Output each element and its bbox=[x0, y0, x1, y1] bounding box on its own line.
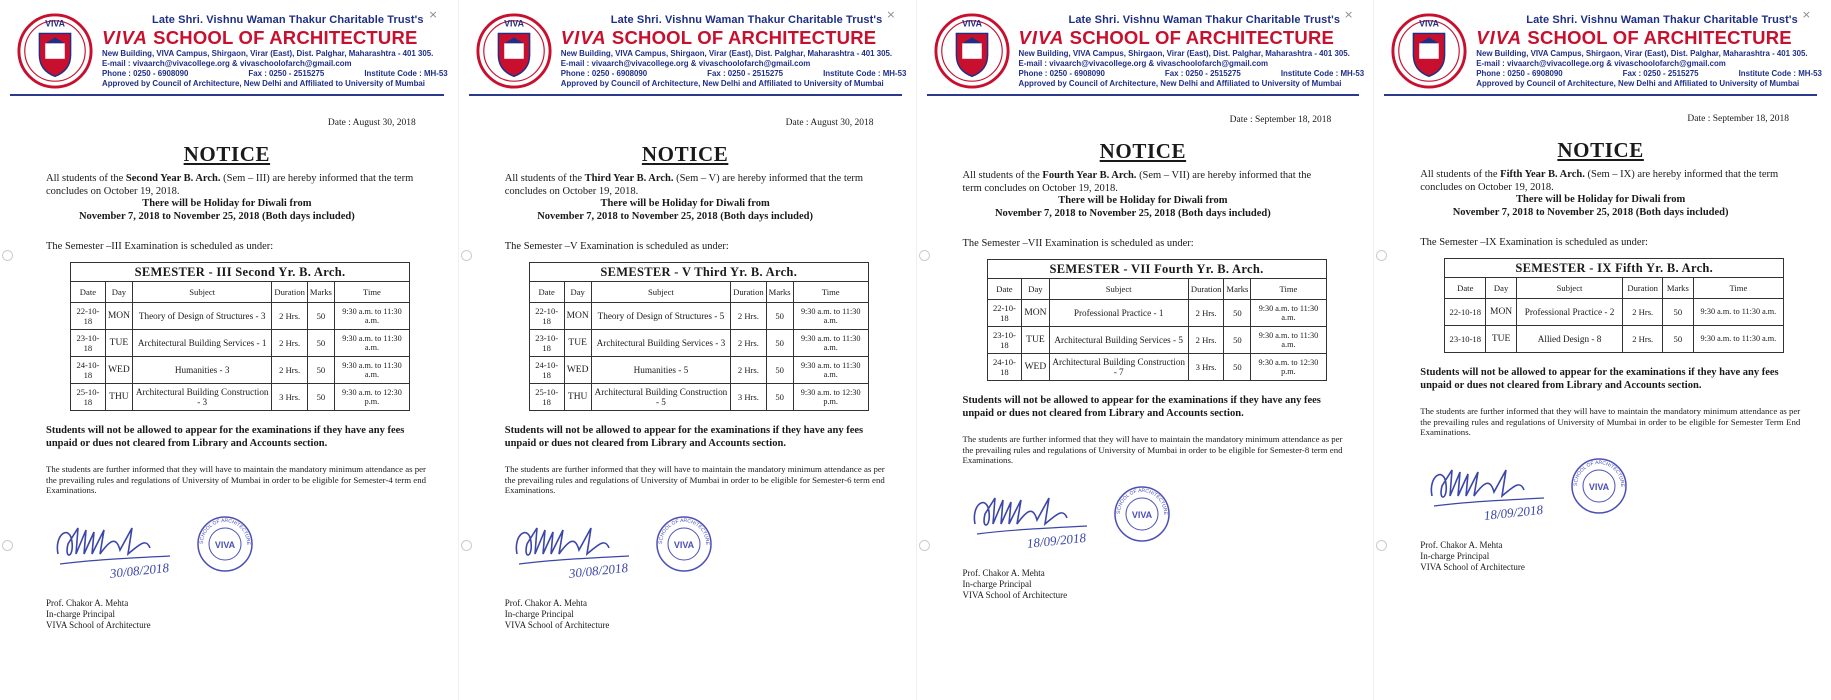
notice-body bbox=[10, 118, 444, 631]
signer-name: Prof. Chakor A. Mehta bbox=[962, 567, 1045, 578]
signature-date: 30/08/2018 bbox=[109, 559, 170, 581]
cell-marks: 50 bbox=[307, 330, 334, 357]
notice-title: NOTICE bbox=[183, 142, 271, 166]
cell-duration: 2 Hrs. bbox=[272, 330, 308, 357]
sem-label: (Sem – IX) bbox=[1587, 169, 1635, 180]
cell-time: 9:30 a.m. to 11:30 a.m. bbox=[1693, 299, 1784, 326]
holiday-line-1: There will be Holiday for Diwali from bbox=[600, 198, 770, 209]
cell-time: 9:30 a.m. to 11:30 a.m. bbox=[1251, 300, 1326, 327]
approval: Approved by Council of Architecture, New Delhi and Affiliated to University of Mumbai bbox=[1018, 79, 1342, 88]
table-header bbox=[987, 279, 1326, 300]
column-header: Day bbox=[105, 282, 132, 303]
column-header: Time bbox=[1251, 279, 1326, 300]
cell-marks: 50 bbox=[307, 384, 334, 411]
cell-time: 9:30 a.m. to 12:30 p.m. bbox=[793, 384, 868, 411]
signer-role: In-charge Principal bbox=[46, 608, 116, 619]
cell-marks: 50 bbox=[307, 303, 334, 330]
signature-icon bbox=[1424, 456, 1554, 526]
year-label: Fourth Year B. Arch. bbox=[1042, 170, 1137, 181]
notice-page bbox=[916, 0, 1374, 700]
table-title: SEMESTER - V Third Yr. B. Arch. bbox=[529, 263, 868, 282]
trust-name: Late Shri. Vishnu Waman Thakur Charitable Trust's bbox=[1526, 14, 1798, 26]
crest-icon bbox=[475, 12, 553, 90]
column-header: Duration bbox=[1188, 279, 1224, 300]
table-header bbox=[1445, 278, 1784, 299]
school-name-viva: VIVA bbox=[560, 27, 607, 48]
column-header: Day bbox=[564, 282, 591, 303]
cell-marks: 50 bbox=[766, 357, 793, 384]
phone: Phone : 0250 - 6908090 bbox=[1018, 69, 1105, 78]
stamp-center: VIVA bbox=[673, 539, 694, 550]
stamp-ring-text: SCHOOL OF ARCHITECTURE bbox=[1573, 459, 1626, 487]
signer-block bbox=[963, 568, 1360, 601]
cell-date: 23-10-18 bbox=[71, 330, 106, 357]
column-header: Duration bbox=[1623, 278, 1663, 299]
notice-body bbox=[469, 118, 902, 631]
sem-label: (Sem – III) bbox=[223, 173, 270, 184]
schedule-line: The Semester –VII Examination is scheduled as under: bbox=[962, 238, 1194, 249]
warning-text: Students will not be allowed to appear for the examinations if they have any fees unpaid or dues not cleared from Library and Accounts section. bbox=[962, 395, 1321, 419]
cell-subject: Humanities - 3 bbox=[133, 357, 272, 384]
holiday-line-2: November 7, 2018 to November 25, 2018 (Both days included) bbox=[537, 210, 814, 222]
table-row bbox=[529, 303, 868, 330]
year-label: Second Year B. Arch. bbox=[125, 173, 221, 184]
institute-code: Institute Code : MH-53 bbox=[1280, 69, 1365, 78]
cell-subject: Professional Practice - 2 bbox=[1516, 299, 1622, 326]
signature-icon bbox=[509, 514, 639, 584]
cell-marks: 50 bbox=[1224, 300, 1251, 327]
holiday-notice bbox=[10, 198, 444, 223]
cell-day: TUE bbox=[564, 330, 591, 357]
cell-marks: 50 bbox=[1663, 299, 1693, 326]
cell-duration: 2 Hrs. bbox=[731, 303, 767, 330]
email: E-mail : vivaarch@vivacollege.org & vivaschoolofarch@gmail.com bbox=[560, 59, 811, 68]
cell-day: MON bbox=[105, 303, 132, 330]
cell-time: 9:30 a.m. to 11:30 a.m. bbox=[793, 330, 868, 357]
table-row bbox=[529, 330, 868, 357]
exam-table bbox=[529, 262, 869, 411]
notice-page bbox=[0, 0, 458, 700]
table-row bbox=[71, 384, 410, 411]
warning-text: Students will not be allowed to appear for the examinations if they have any fees unpaid or dues not cleared from Library and Accounts section. bbox=[46, 425, 405, 449]
cell-time: 9:30 a.m. to 12:30 p.m. bbox=[1251, 354, 1326, 381]
stamp-icon bbox=[1112, 484, 1172, 544]
holiday-line-2: November 7, 2018 to November 25, 2018 (Both days included) bbox=[994, 207, 1271, 219]
table-header bbox=[529, 282, 868, 303]
signature-date: 30/08/2018 bbox=[567, 559, 629, 581]
cell-date: 23-10-18 bbox=[529, 330, 564, 357]
cell-subject: Architectural Building Construction - 7 bbox=[1049, 354, 1188, 381]
column-header: Day bbox=[1022, 279, 1049, 300]
institute-code: Institute Code : MH-53 bbox=[823, 69, 907, 78]
school-name bbox=[102, 27, 440, 49]
crest-label: VIVA bbox=[1419, 18, 1440, 29]
cell-marks: 50 bbox=[766, 303, 793, 330]
attendance-text: The students are further informed that they will have to maintain the mandatory minimum attendance as per the prevailing rules and regulations of University of Mumbai in order to be eligible for Semester Term End Examinations. bbox=[1420, 406, 1801, 437]
exam-table bbox=[1444, 258, 1784, 353]
signer-name: Prof. Chakor A. Mehta bbox=[1420, 539, 1503, 550]
column-header: Duration bbox=[731, 282, 767, 303]
cell-subject: Architectural Building Services - 1 bbox=[133, 330, 272, 357]
signer-block bbox=[1420, 540, 1817, 573]
contact-line bbox=[102, 69, 448, 79]
cell-duration: 2 Hrs. bbox=[1623, 299, 1663, 326]
signer-role: In-charge Principal bbox=[1420, 550, 1490, 561]
school-name-viva: VIVA bbox=[1476, 27, 1523, 48]
notice-date: Date : September 18, 2018 bbox=[1229, 115, 1332, 125]
letterhead bbox=[469, 0, 907, 96]
trust-name: Late Shri. Vishnu Waman Thakur Charitable Trust's bbox=[1068, 14, 1341, 26]
column-header: Subject bbox=[1049, 279, 1188, 300]
cell-day: MON bbox=[1022, 300, 1049, 327]
stamp-center: VIVA bbox=[1131, 509, 1152, 520]
cell-date: 23-10-18 bbox=[1445, 326, 1486, 353]
cell-day: TUE bbox=[1022, 327, 1049, 354]
signature-area bbox=[1384, 450, 1817, 540]
cell-date: 24-10-18 bbox=[987, 354, 1022, 381]
school-name-viva: VIVA bbox=[1018, 27, 1065, 48]
letterhead-text bbox=[1018, 14, 1365, 89]
table-row bbox=[529, 384, 868, 411]
cell-marks: 50 bbox=[1663, 326, 1693, 353]
exam-table bbox=[987, 259, 1327, 381]
crest-icon bbox=[1390, 12, 1468, 90]
cell-duration: 2 Hrs. bbox=[731, 357, 767, 384]
phone: Phone : 0250 - 6908090 bbox=[560, 69, 648, 78]
warning-text: Students will not be allowed to appear for the examinations if they have any fees unpaid or dues not cleared from Library and Accounts section. bbox=[1420, 367, 1779, 391]
notice-page bbox=[1373, 0, 1831, 700]
sem-label: (Sem – V) bbox=[676, 173, 720, 184]
cell-day: THU bbox=[564, 384, 591, 411]
table-row bbox=[529, 357, 868, 384]
crest-label: VIVA bbox=[961, 18, 982, 29]
institute-code: Institute Code : MH-53 bbox=[1738, 69, 1822, 78]
notice-page bbox=[458, 0, 916, 700]
column-header: Date bbox=[987, 279, 1022, 300]
column-header: Time bbox=[1693, 278, 1784, 299]
table-header bbox=[71, 282, 410, 303]
signature-date: 18/09/2018 bbox=[1483, 501, 1544, 523]
table-title: SEMESTER - VII Fourth Yr. B. Arch. bbox=[987, 260, 1326, 279]
school-name-viva: VIVA bbox=[102, 27, 148, 48]
signer-name: Prof. Chakor A. Mehta bbox=[504, 597, 587, 608]
crest-icon bbox=[933, 12, 1011, 90]
cell-duration: 2 Hrs. bbox=[272, 303, 308, 330]
signer-org: VIVA School of Architecture bbox=[1420, 561, 1525, 572]
signer-org: VIVA School of Architecture bbox=[504, 619, 610, 630]
phone: Phone : 0250 - 6908090 bbox=[1476, 69, 1563, 78]
year-label: Third Year B. Arch. bbox=[584, 173, 674, 184]
cell-day: WED bbox=[1022, 354, 1049, 381]
intro-pre: All students of the bbox=[46, 173, 126, 184]
notice-date: Date : September 18, 2018 bbox=[1687, 114, 1789, 124]
holiday-line-1: There will be Holiday for Diwali from bbox=[142, 198, 312, 209]
table-row bbox=[71, 357, 410, 384]
phone: Phone : 0250 - 6908090 bbox=[102, 69, 189, 78]
signature-icon bbox=[50, 514, 180, 584]
column-header: Marks bbox=[1663, 278, 1693, 299]
intro-post: are hereby informed that the term concludes on October 19, 2018. bbox=[46, 173, 414, 197]
approval: Approved by Council of Architecture, New Delhi and Affiliated to University of Mumbai bbox=[102, 79, 425, 88]
cell-subject: Theory of Design of Structures - 5 bbox=[591, 303, 730, 330]
signer-name: Prof. Chakor A. Mehta bbox=[46, 597, 129, 608]
attendance-text: The students are further informed that they will have to maintain the mandatory minimum attendance as per the prevailing rules and regulations of University of Mumbai in order to be eligible for Semester-4 term end Examinations. bbox=[46, 464, 426, 495]
approval: Approved by Council of Architecture, New Delhi and Affiliated to University of Mumbai bbox=[560, 79, 884, 88]
letterhead bbox=[1384, 0, 1822, 96]
holiday-line-2: November 7, 2018 to November 25, 2018 (Both days included) bbox=[1452, 206, 1729, 218]
cell-date: 22-10-18 bbox=[529, 303, 564, 330]
year-label: Fifth Year B. Arch. bbox=[1500, 169, 1585, 180]
cell-day: WED bbox=[564, 357, 591, 384]
cell-time: 9:30 a.m. to 11:30 a.m. bbox=[1251, 327, 1326, 354]
cell-time: 9:30 a.m. to 11:30 a.m. bbox=[334, 357, 409, 384]
notice-date: Date : August 30, 2018 bbox=[785, 118, 874, 128]
letterhead bbox=[927, 0, 1365, 96]
cell-time: 9:30 a.m. to 12:30 p.m. bbox=[334, 384, 409, 411]
table-row bbox=[1445, 299, 1784, 326]
contact-line bbox=[560, 69, 907, 79]
fax: Fax : 0250 - 2515275 bbox=[707, 69, 784, 78]
cell-subject: Architectural Building Construction - 3 bbox=[133, 384, 272, 411]
intro-text bbox=[1420, 169, 1790, 194]
institute-code: Institute Code : MH-53 bbox=[364, 69, 448, 78]
fax: Fax : 0250 - 2515275 bbox=[1164, 69, 1241, 78]
intro-post: are hereby informed that the term concludes on October 19, 2018. bbox=[1420, 169, 1779, 193]
stamp-ring-text: SCHOOL OF ARCHITECTURE bbox=[1115, 487, 1168, 515]
cell-day: WED bbox=[105, 357, 132, 384]
cell-duration: 3 Hrs. bbox=[272, 384, 308, 411]
cell-day: MON bbox=[1486, 299, 1517, 326]
notice-title: NOTICE bbox=[1099, 139, 1187, 163]
cell-date: 24-10-18 bbox=[529, 357, 564, 384]
close-icon[interactable]: × bbox=[428, 8, 438, 21]
column-header: Date bbox=[71, 282, 106, 303]
sem-label: (Sem – VII) bbox=[1139, 170, 1190, 181]
cell-day: MON bbox=[564, 303, 591, 330]
fax: Fax : 0250 - 2515275 bbox=[1622, 69, 1699, 78]
signer-block bbox=[505, 598, 902, 631]
stamp-ring-text: SCHOOL OF ARCHITECTURE bbox=[198, 517, 252, 545]
letterhead-text bbox=[102, 14, 448, 89]
cell-duration: 2 Hrs. bbox=[731, 330, 767, 357]
cell-duration: 2 Hrs. bbox=[1188, 327, 1224, 354]
cell-subject: Architectural Building Services - 3 bbox=[591, 330, 730, 357]
table-title: SEMESTER - IX Fifth Yr. B. Arch. bbox=[1445, 259, 1784, 278]
fax: Fax : 0250 - 2515275 bbox=[248, 69, 325, 78]
cell-date: 23-10-18 bbox=[987, 327, 1022, 354]
cell-time: 9:30 a.m. to 11:30 a.m. bbox=[1693, 326, 1784, 353]
cell-date: 22-10-18 bbox=[71, 303, 106, 330]
table-row bbox=[1445, 326, 1784, 353]
cell-date: 22-10-18 bbox=[1445, 299, 1486, 326]
contact-line bbox=[1476, 69, 1822, 79]
notice-date: Date : August 30, 2018 bbox=[327, 118, 416, 128]
warning-text: Students will not be allowed to appear for the examinations if they have any fees unpaid or dues not cleared from Library and Accounts section. bbox=[504, 425, 864, 449]
column-header: Subject bbox=[1516, 278, 1622, 299]
cell-subject: Architectural Building Construction - 5 bbox=[591, 384, 730, 411]
table-title: SEMESTER - III Second Yr. B. Arch. bbox=[71, 263, 410, 282]
column-header: Subject bbox=[591, 282, 730, 303]
school-name bbox=[1019, 27, 1356, 49]
cell-time: 9:30 a.m. to 11:30 a.m. bbox=[793, 357, 868, 384]
school-name bbox=[561, 27, 898, 49]
column-header: Marks bbox=[766, 282, 793, 303]
crest-label: VIVA bbox=[45, 18, 65, 29]
stamp-icon bbox=[1569, 456, 1629, 516]
school-name-rest: SCHOOL OF ARCHITECTURE bbox=[1069, 27, 1335, 48]
cell-duration: 3 Hrs. bbox=[731, 384, 767, 411]
cell-day: THU bbox=[105, 384, 132, 411]
address: New Building, VIVA Campus, Shirgaon, Virar (East), Dist. Palghar, Maharashtra - 401 305. bbox=[1018, 49, 1350, 58]
approval: Approved by Council of Architecture, New Delhi and Affiliated to University of Mumbai bbox=[1476, 79, 1800, 88]
cell-day: TUE bbox=[1486, 326, 1517, 353]
cell-time: 9:30 a.m. to 11:30 a.m. bbox=[334, 330, 409, 357]
signature-icon bbox=[967, 484, 1097, 554]
schedule-line: The Semester –V Examination is scheduled as under: bbox=[504, 241, 729, 252]
table-row bbox=[987, 300, 1326, 327]
intro-post: are hereby informed that the term concludes on October 19, 2018. bbox=[504, 173, 864, 197]
cell-time: 9:30 a.m. to 11:30 a.m. bbox=[334, 303, 409, 330]
notice-title: NOTICE bbox=[641, 142, 729, 166]
intro-post: are hereby informed that the term concludes on October 19, 2018. bbox=[962, 170, 1312, 194]
cell-marks: 50 bbox=[766, 384, 793, 411]
cell-duration: 2 Hrs. bbox=[1188, 300, 1224, 327]
intro-pre: All students of the bbox=[962, 170, 1043, 181]
column-header: Marks bbox=[307, 282, 334, 303]
attendance-text: The students are further informed that they will have to maintain the mandatory minimum attendance as per the prevailing rules and regulations of University of Mumbai in order to be eligible for Semester-8 term end Examinations. bbox=[962, 434, 1343, 465]
signature-area bbox=[927, 478, 1360, 568]
table-row bbox=[987, 327, 1326, 354]
trust-name: Late Shri. Vishnu Waman Thakur Charitable Trust's bbox=[610, 14, 883, 26]
cell-duration: 3 Hrs. bbox=[1188, 354, 1224, 381]
signer-role: In-charge Principal bbox=[962, 578, 1032, 589]
cell-marks: 50 bbox=[307, 357, 334, 384]
cell-marks: 50 bbox=[766, 330, 793, 357]
address: New Building, VIVA Campus, Shirgaon, Virar (East), Dist. Palghar, Maharashtra - 401 305. bbox=[1476, 49, 1808, 58]
schedule-line: The Semester –IX Examination is scheduled as under: bbox=[1420, 237, 1648, 248]
column-header: Marks bbox=[1224, 279, 1251, 300]
intro-text bbox=[963, 170, 1333, 195]
column-header: Subject bbox=[133, 282, 272, 303]
close-icon[interactable]: × bbox=[1344, 8, 1354, 21]
holiday-line-2: November 7, 2018 to November 25, 2018 (Both days included) bbox=[78, 210, 355, 222]
stamp-icon bbox=[195, 514, 255, 574]
cell-date: 24-10-18 bbox=[71, 357, 106, 384]
notice-title: NOTICE bbox=[1557, 138, 1644, 162]
crest-label: VIVA bbox=[503, 18, 524, 29]
holiday-line-1: There will be Holiday for Diwali from bbox=[1516, 194, 1686, 205]
stamp-ring-text: SCHOOL OF ARCHITECTURE bbox=[657, 517, 710, 545]
table-row bbox=[987, 354, 1326, 381]
holiday-notice bbox=[1384, 194, 1817, 219]
exam-table bbox=[70, 262, 410, 411]
column-header: Time bbox=[334, 282, 409, 303]
signature-area bbox=[469, 508, 902, 598]
cell-subject: Allied Design - 8 bbox=[1516, 326, 1622, 353]
school-name-rest: SCHOOL OF ARCHITECTURE bbox=[153, 27, 418, 48]
cell-subject: Professional Practice - 1 bbox=[1049, 300, 1188, 327]
email: E-mail : vivaarch@vivacollege.org & vivaschoolofarch@gmail.com bbox=[102, 59, 352, 68]
cell-date: 25-10-18 bbox=[71, 384, 106, 411]
address: New Building, VIVA Campus, Shirgaon, Virar (East), Dist. Palghar, Maharashtra - 401 305. bbox=[560, 49, 893, 58]
intro-text bbox=[46, 173, 416, 198]
table-row bbox=[71, 330, 410, 357]
crest-icon bbox=[16, 12, 94, 90]
cell-marks: 50 bbox=[1224, 327, 1251, 354]
holiday-notice bbox=[927, 195, 1360, 220]
cell-date: 25-10-18 bbox=[529, 384, 564, 411]
signer-org: VIVA School of Architecture bbox=[962, 589, 1068, 600]
notice-body bbox=[927, 115, 1360, 601]
column-header: Date bbox=[529, 282, 564, 303]
column-header: Time bbox=[793, 282, 868, 303]
signer-block bbox=[46, 598, 444, 631]
cell-date: 22-10-18 bbox=[987, 300, 1022, 327]
table-row bbox=[71, 303, 410, 330]
attendance-text: The students are further informed that they will have to maintain the mandatory minimum attendance as per the prevailing rules and regulations of University of Mumbai in order to be eligible for Semester-6 term end Examinations. bbox=[504, 464, 885, 495]
column-header: Date bbox=[1445, 278, 1486, 299]
holiday-notice bbox=[469, 198, 902, 223]
contact-line bbox=[1018, 69, 1365, 79]
intro-pre: All students of the bbox=[1420, 169, 1501, 180]
cell-subject: Humanities - 5 bbox=[591, 357, 730, 384]
letterhead bbox=[10, 0, 448, 96]
school-name bbox=[1476, 27, 1813, 49]
email: E-mail : vivaarch@vivacollege.org & vivaschoolofarch@gmail.com bbox=[1018, 59, 1269, 68]
letterhead-text bbox=[1476, 14, 1822, 89]
close-icon[interactable]: × bbox=[1801, 8, 1811, 21]
stamp-icon bbox=[654, 514, 714, 574]
cell-subject: Theory of Design of Structures - 3 bbox=[133, 303, 272, 330]
signature-date: 18/09/2018 bbox=[1025, 529, 1087, 551]
school-name-rest: SCHOOL OF ARCHITECTURE bbox=[1527, 27, 1792, 48]
school-name-rest: SCHOOL OF ARCHITECTURE bbox=[611, 27, 877, 48]
cell-day: TUE bbox=[105, 330, 132, 357]
holiday-line-1: There will be Holiday for Diwali from bbox=[1058, 195, 1228, 206]
intro-text bbox=[505, 173, 875, 198]
schedule-line: The Semester –III Examination is scheduled as under: bbox=[46, 241, 274, 252]
cell-duration: 2 Hrs. bbox=[1623, 326, 1663, 353]
intro-pre: All students of the bbox=[504, 173, 585, 184]
email: E-mail : vivaarch@vivacollege.org & vivaschoolofarch@gmail.com bbox=[1476, 59, 1726, 68]
notice-body bbox=[1384, 114, 1817, 573]
signer-role: In-charge Principal bbox=[504, 608, 574, 619]
cell-marks: 50 bbox=[1224, 354, 1251, 381]
signer-org: VIVA School of Architecture bbox=[46, 619, 151, 630]
column-header: Day bbox=[1486, 278, 1517, 299]
cell-subject: Architectural Building Services - 5 bbox=[1049, 327, 1188, 354]
stamp-center: VIVA bbox=[214, 539, 236, 550]
stamp-center: VIVA bbox=[1589, 481, 1610, 492]
signature-area bbox=[10, 508, 444, 598]
cell-duration: 2 Hrs. bbox=[272, 357, 308, 384]
cell-time: 9:30 a.m. to 11:30 a.m. bbox=[793, 303, 868, 330]
trust-name: Late Shri. Vishnu Waman Thakur Charitable Trust's bbox=[152, 14, 424, 26]
address: New Building, VIVA Campus, Shirgaon, Virar (East), Dist. Palghar, Maharashtra - 401 305. bbox=[102, 49, 434, 58]
column-header: Duration bbox=[272, 282, 308, 303]
letterhead-text bbox=[560, 14, 907, 89]
close-icon[interactable]: × bbox=[886, 8, 896, 21]
